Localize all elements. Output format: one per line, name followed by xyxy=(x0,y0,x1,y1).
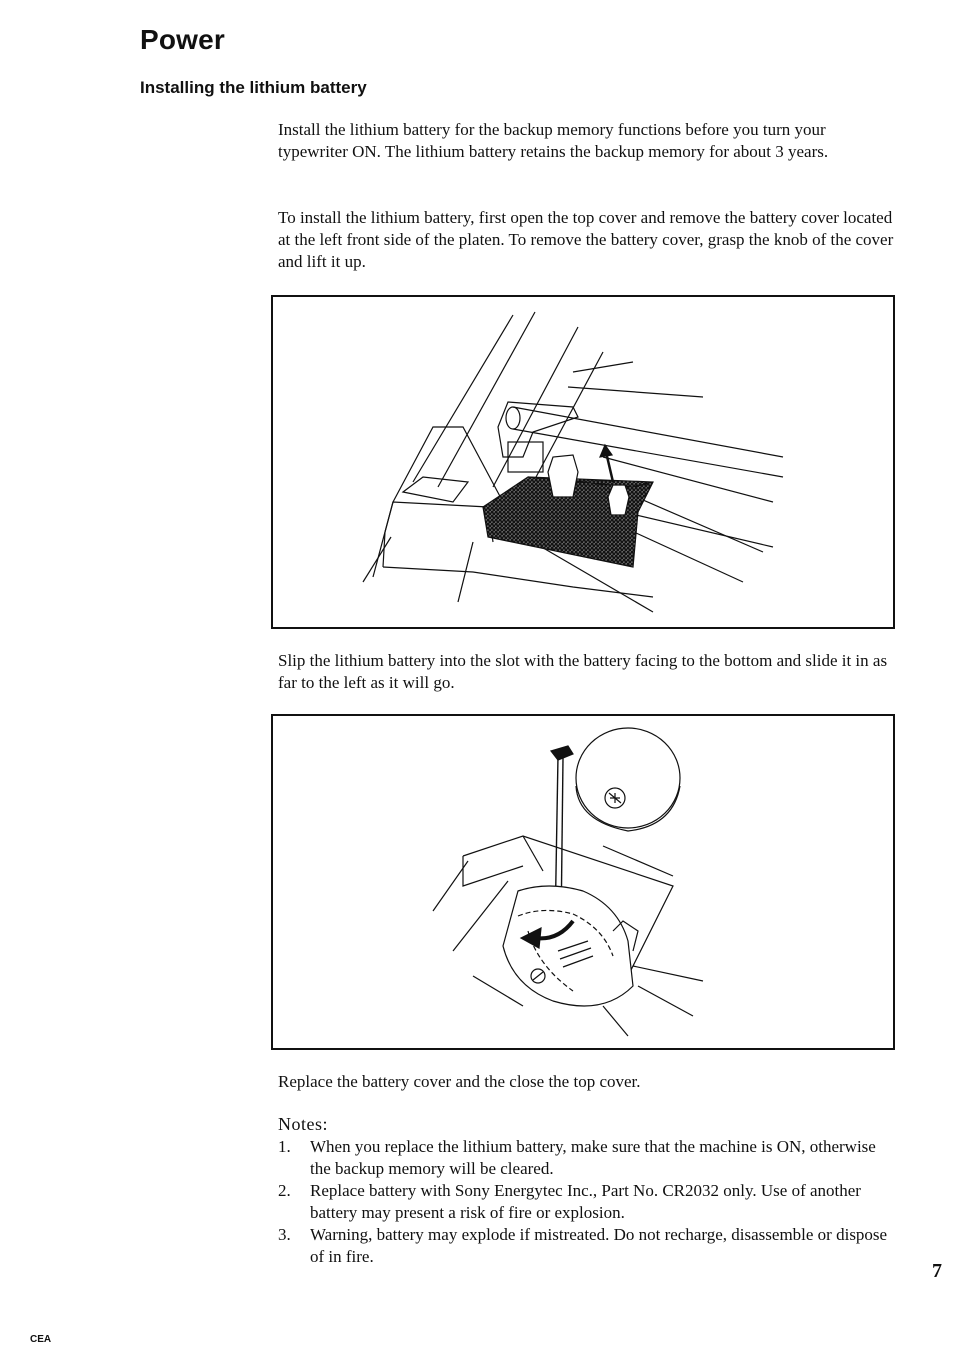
battery-insertion-illustration xyxy=(271,714,895,1050)
list-item xyxy=(278,1180,888,1224)
intro-paragraph: Install the lithium battery for the backup memory functions before you turn your typewriter ON. The lithium battery retains the backup memory for about 3 years. xyxy=(278,120,829,161)
list-text: Replace battery with Sony Energytec Inc., Part No. CR2032 only. Use of another battery may present a risk of fire or explosion. xyxy=(310,1181,861,1222)
insert-battery-paragraph: Slip the lithium battery into the slot with the battery facing to the bottom and slide it in as far to the left as it will go. xyxy=(278,651,888,692)
page-number: 7 xyxy=(932,1260,942,1282)
list-number: 2. xyxy=(278,1181,291,1200)
replace-cover-paragraph: Replace the battery cover and the close the top cover. xyxy=(278,1072,641,1091)
list-number: 3. xyxy=(278,1225,291,1244)
section-heading: Installing the lithium battery xyxy=(140,78,367,97)
list-item xyxy=(278,1136,888,1180)
page-title: Power xyxy=(140,24,226,55)
notes-heading: Notes: xyxy=(278,1114,328,1134)
list-text: Warning, battery may explode if mistreated. Do not recharge, disassemble or dispose of in fire. xyxy=(310,1225,888,1266)
footer-code: CEA xyxy=(30,1334,52,1345)
battery-cover-illustration xyxy=(271,295,895,629)
remove-cover-paragraph: To install the lithium battery, first open the top cover and remove the battery cover located at the left front side of the platen. To remove the battery cover, grasp the knob of the cover and lift it up. xyxy=(278,208,894,271)
list-item xyxy=(278,1224,888,1268)
list-number: 1. xyxy=(278,1137,291,1156)
notes-list xyxy=(278,1136,888,1268)
list-text: When you replace the lithium battery, make sure that the machine is ON, otherwise the backup memory will be cleared. xyxy=(310,1137,876,1178)
